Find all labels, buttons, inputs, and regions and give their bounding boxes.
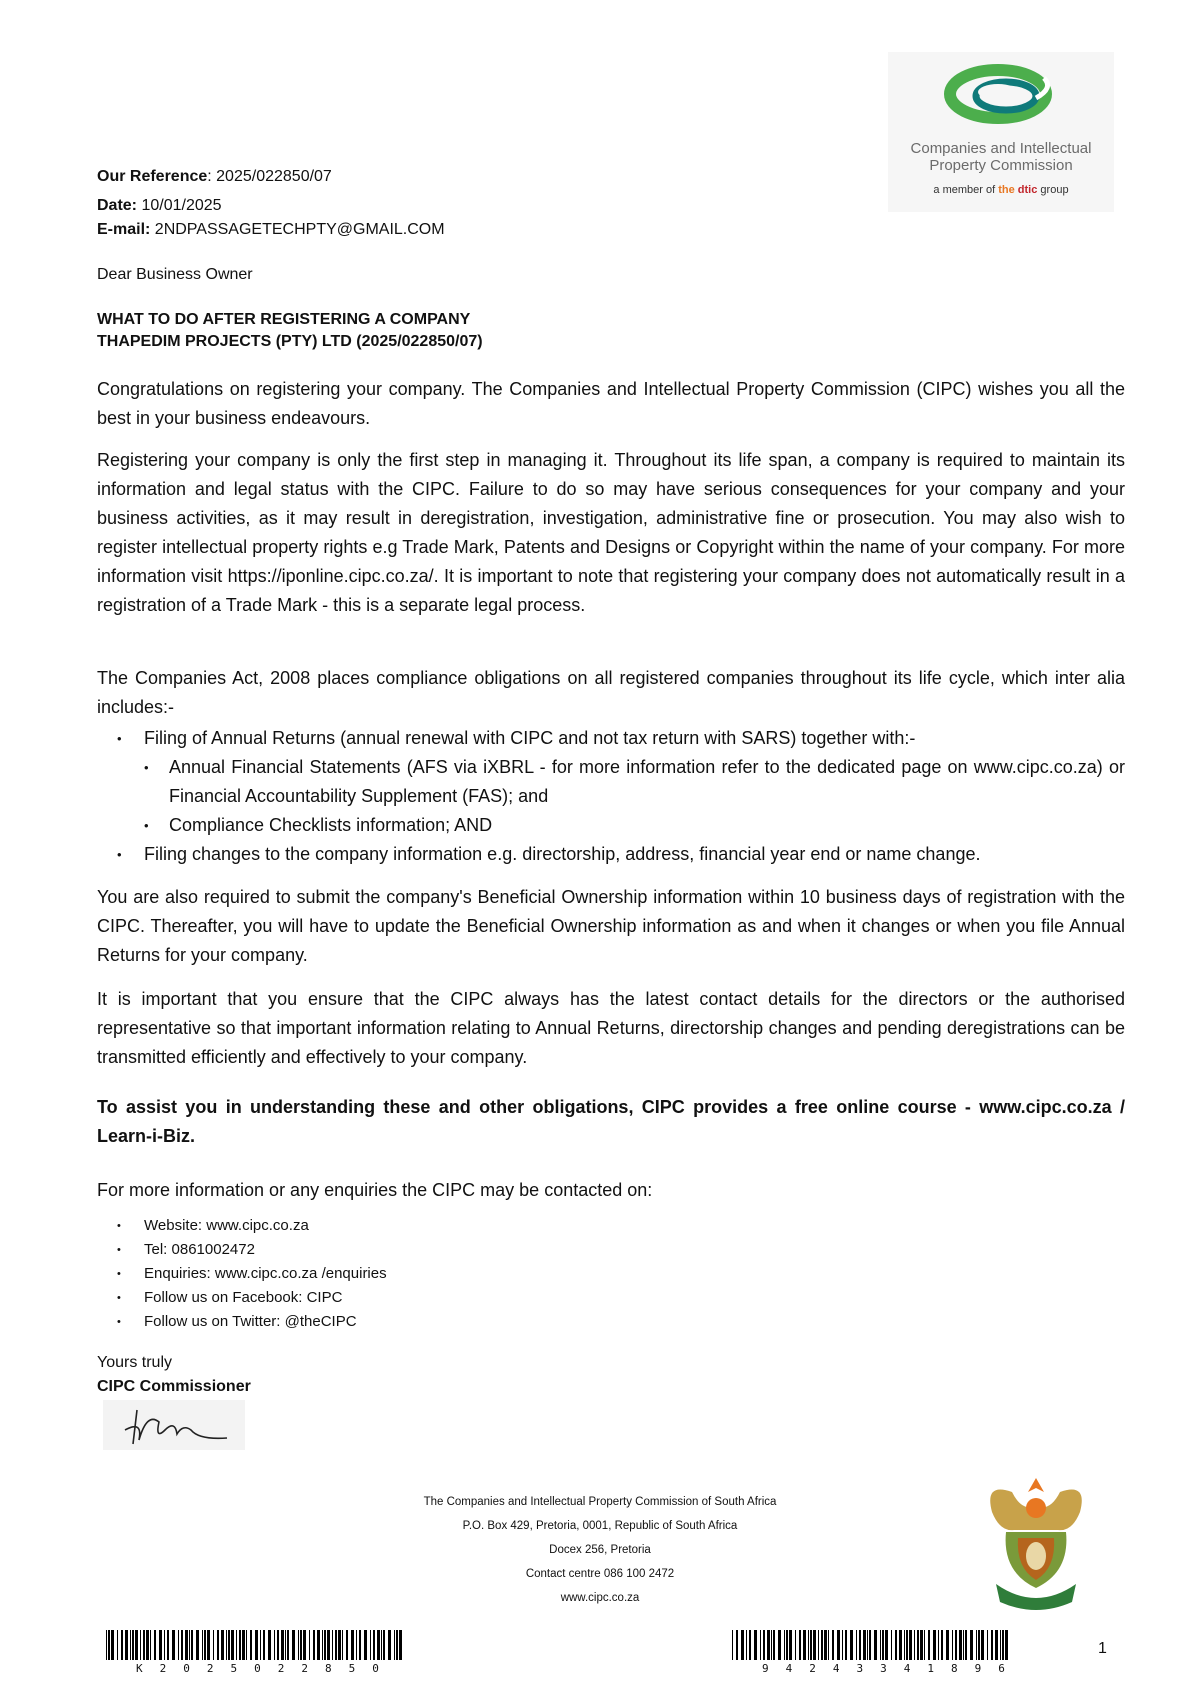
- footer-line-4: Contact centre 086 100 2472: [525, 1568, 675, 1580]
- list-item: • Filing changes to the company information e.g. directorship, address, financial year end or name change.: [97, 840, 1125, 869]
- list-item: • Website: www.cipc.co.za: [97, 1214, 387, 1238]
- paragraph-contact-details: It is important that you ensure that the CIPC always has the latest contact details for the directors or the authorised representative so that important information relating to Annual Returns, directorship changes and pending deregistrations can be transmitted efficiently and effectively to your company.: [97, 989, 1125, 1067]
- list-item: • Annual Financial Statements (AFS via iXBRL - for more information refer to the dedicated page on www.cipc.co.za) or Financial Accountability Supplement (FAS); and: [97, 753, 1125, 811]
- paragraph-beneficial-ownership: You are also required to submit the company's Beneficial Ownership information within 10 business days of registration with the CIPC. Thereafter, you will have to update the Beneficial Ownership information as and when it changes or when you file Annual Returns for your company.: [97, 887, 1125, 965]
- heading-line-1: WHAT TO DO AFTER REGISTERING A COMPANY: [97, 311, 471, 328]
- logo-member-prefix: a member of: [933, 184, 996, 196]
- logo-line-2: Property Commission: [929, 157, 1073, 174]
- logo-member-the: the: [998, 184, 1015, 196]
- email-line: [97, 220, 445, 240]
- list-item: • Follow us on Twitter: @theCIPC: [97, 1310, 387, 1334]
- logo-member-suffix: group: [1040, 184, 1069, 196]
- footer-line-5: www.cipc.co.za: [560, 1592, 640, 1604]
- barcode-left-text: K2025022850: [136, 1662, 396, 1675]
- paragraph-congratulations: Congratulations on registering your company. The Companies and Intellectual Property Commission (CIPC) wishes you all the best in your business endeavours.: [97, 379, 1125, 428]
- list-item: • Follow us on Facebook: CIPC: [97, 1286, 387, 1310]
- barcode-left: [106, 1630, 406, 1675]
- logo-line-1: Companies and Intellectual: [910, 140, 1092, 157]
- logo-member-line: [888, 184, 1114, 196]
- obligations-list: [97, 724, 1125, 869]
- letter-heading: [97, 309, 483, 353]
- date-line: [97, 196, 222, 216]
- list-item: • Filing of Annual Returns (annual renewal with CIPC and not tax return with SARS) together with:-: [97, 724, 1125, 753]
- reference-line: [97, 167, 332, 187]
- list-item: • Tel: 0861002472: [97, 1238, 387, 1262]
- footer-line-3: Docex 256, Pretoria: [549, 1544, 651, 1556]
- coat-of-arms-icon: [982, 1472, 1090, 1618]
- salutation: Dear Business Owner: [97, 266, 253, 283]
- barcode-right-text: 94243341896: [762, 1662, 1022, 1675]
- closing: Yours truly: [97, 1354, 172, 1371]
- list-item: • Compliance Checklists information; AND: [97, 811, 1125, 840]
- logo-member-dtic: dtic: [1017, 184, 1038, 196]
- signature: [103, 1400, 245, 1450]
- date-label: Date:: [97, 197, 138, 214]
- footer-line-1: The Companies and Intellectual Property Commission of South Africa: [423, 1496, 777, 1508]
- heading-line-2: THAPEDIM PROJECTS (PTY) LTD (2025/022850/07): [97, 333, 483, 350]
- reference-label: Our Reference: [97, 168, 208, 185]
- footer-line-2: P.O. Box 429, Pretoria, 0001, Republic of South Africa: [462, 1520, 738, 1532]
- reference-value: : 2025/022850/07: [207, 168, 332, 185]
- list-item: • Enquiries: www.cipc.co.za /enquiries: [97, 1262, 387, 1286]
- page-number: 1: [1098, 1640, 1107, 1657]
- paragraph-companies-act: The Companies Act, 2008 places compliance obligations on all registered companies throughout its life cycle, which inter alia includes:-: [97, 668, 1125, 717]
- barcode-right: [732, 1630, 1022, 1675]
- cipc-logo: [888, 52, 1114, 212]
- date-value: 10/01/2025: [137, 197, 222, 214]
- email-value: 2NDPASSAGETECHPTY@GMAIL.COM: [150, 221, 445, 238]
- cipc-swirl-icon: [936, 58, 1066, 128]
- paragraph-online-course: To assist you in understanding these and other obligations, CIPC provides a free online course - www.cipc.co.za / Learn-i-Biz.: [97, 1097, 1125, 1146]
- contacts-intro: For more information or any enquiries the CIPC may be contacted on:: [97, 1180, 653, 1200]
- email-label: E-mail:: [97, 221, 151, 238]
- paragraph-registering: Registering your company is only the first step in managing it. Throughout its life span, a company is required to maintain its information and legal status with the CIPC. Failure to do so may have serious consequences for your company and your business activities, as it may result in deregistration, investigation, administrative fine or prosecution. You may also wish to register intellectual property rights e.g Trade Mark, Patents and Designs or Copyright within the name of your company. For more information visit https://iponline.cipc.co.za/. It is important to note that registering your company does not automatically result in a registration of a Trade Mark - this is a separate legal process.: [97, 450, 1125, 615]
- contacts-list: [97, 1214, 387, 1334]
- footer: [300, 1490, 900, 1610]
- coat-of-arms: [982, 1472, 1090, 1618]
- signature-icon: [103, 1400, 245, 1450]
- signatory: CIPC Commissioner: [97, 1378, 251, 1395]
